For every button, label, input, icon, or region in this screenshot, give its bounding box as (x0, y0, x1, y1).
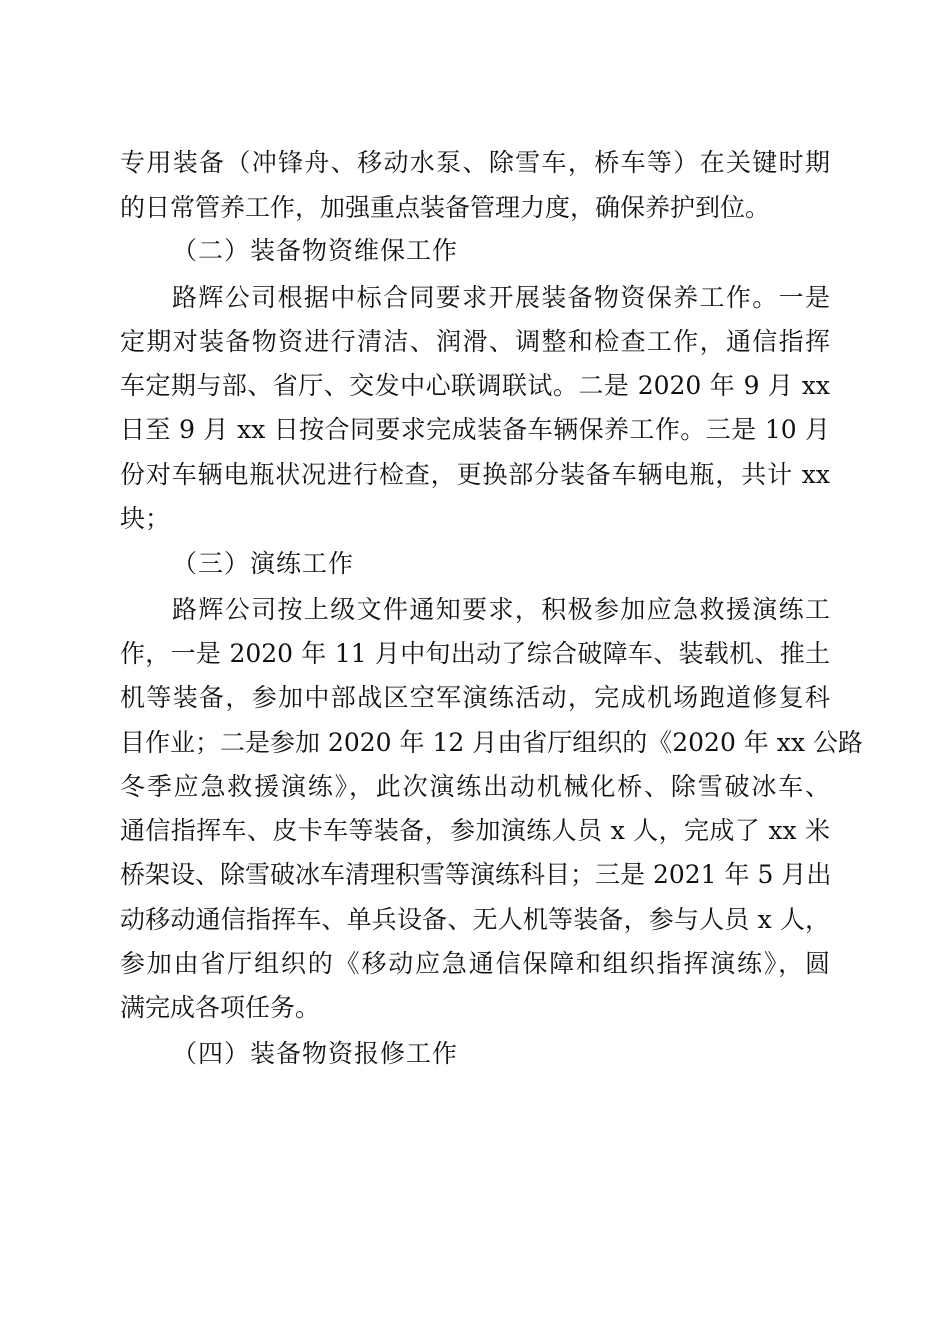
paragraph-line: 冬季应急救援演练》，此次演练出动机械化桥、除雪破冰车、 (120, 772, 830, 801)
paragraph-line: 日至 9 月 xx 日按合同要求完成装备车辆保养工作。三是 10 月 (120, 415, 830, 444)
paragraph-line: 定期对装备物资进行清洁、润滑、调整和检查工作，通信指挥 (120, 327, 830, 356)
paragraph-line: 参加由省厅组织的《移动应急通信保障和组织指挥演练》，圆 (120, 949, 830, 978)
section-heading: （四）装备物资报修工作 (172, 1039, 459, 1068)
section-heading: （三）演练工作 (172, 549, 355, 578)
paragraph-line: 车定期与部、省厅、交发中心联调联试。二是 2020 年 9 月 xx (120, 371, 830, 400)
paragraph-line: 动移动通信指挥车、单兵设备、无人机等装备，参与人员 x 人， (120, 905, 830, 934)
section-heading: （二）装备物资维保工作 (172, 236, 459, 265)
paragraph-line: 的日常管养工作，加强重点装备管理力度，确保养护到位。 (120, 193, 771, 222)
paragraph-line: 专用装备（冲锋舟、移动水泵、除雪车，桥车等）在关键时期 (120, 148, 830, 177)
paragraph-line: 路辉公司根据中标合同要求开展装备物资保养工作。一是 (172, 283, 830, 312)
paragraph-line: 路辉公司按上级文件通知要求，积极参加应急救援演练工 (172, 595, 830, 624)
paragraph-line: 块； (120, 504, 171, 533)
paragraph-line: 目作业；二是参加 2020 年 12 月由省厅组织的《2020 年 xx 公路 (120, 728, 863, 757)
paragraph-line: 份对车辆电瓶状况进行检查，更换部分装备车辆电瓶，共计 xx (120, 460, 830, 489)
paragraph-line: 满完成各项任务。 (120, 993, 321, 1022)
paragraph-line: 作，一是 2020 年 11 月中旬出动了综合破障车、装载机、推土 (120, 639, 830, 668)
paragraph-line: 通信指挥车、皮卡车等装备，参加演练人员 x 人，完成了 xx 米 (120, 816, 830, 845)
paragraph-line: 桥架设、除雪破冰车清理积雪等演练科目；三是 2021 年 5 月出 (120, 860, 832, 889)
paragraph-line: 机等装备，参加中部战区空军演练活动，完成机场跑道修复科 (120, 683, 830, 712)
